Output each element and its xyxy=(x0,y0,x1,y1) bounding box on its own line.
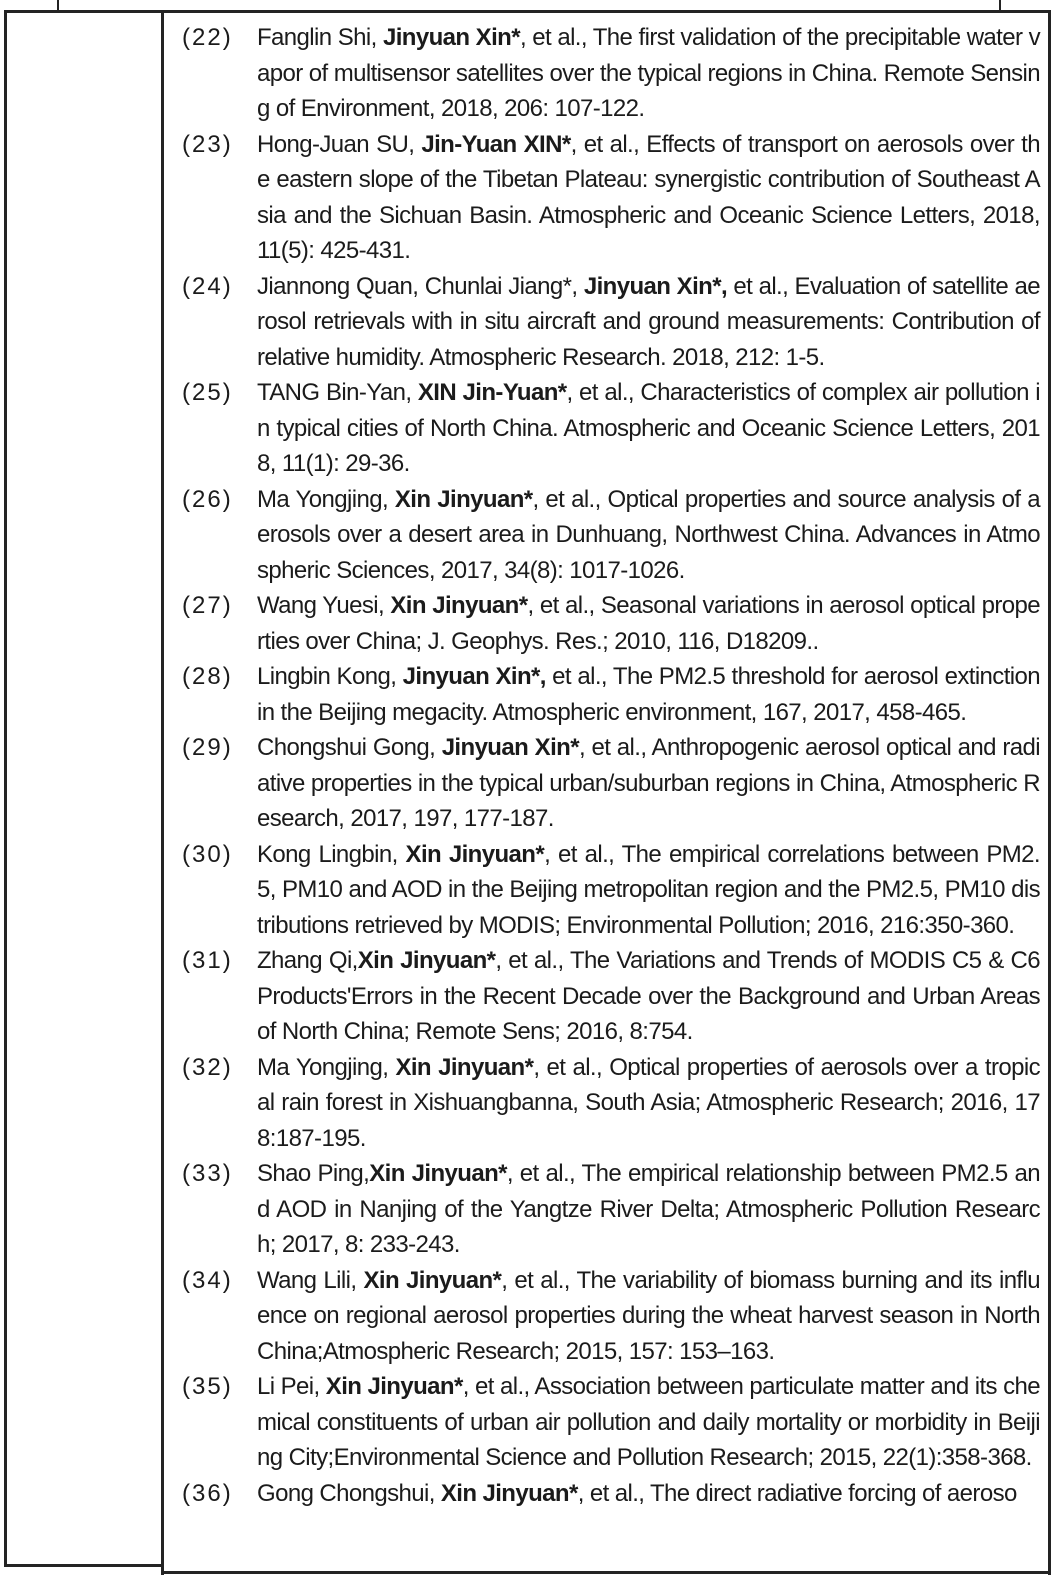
reference-number: (26) xyxy=(182,485,233,513)
reference-text-segment: Zhang Qi, xyxy=(257,947,358,974)
reference-number: (31) xyxy=(182,947,233,974)
author-name: Xin Jinyuan* xyxy=(394,485,533,513)
reference-text xyxy=(257,588,1040,659)
reference-text-segment: et al., The PM2.5 threshold for aerosol extinction in the Beijing megacity. Atmospheric environment, 167, 2017, 458-465. xyxy=(257,663,1041,726)
reference-item xyxy=(182,943,1040,1050)
reference-number: (30) xyxy=(182,840,233,868)
reference-number: (33) xyxy=(182,1160,233,1187)
author-name: Xin Jinyuan* xyxy=(390,592,528,619)
reference-item xyxy=(182,20,1040,127)
reference-text xyxy=(257,1476,1040,1512)
reference-text xyxy=(257,943,1040,1050)
reference-text xyxy=(257,1263,1040,1370)
reference-item xyxy=(182,659,1040,730)
reference-item xyxy=(182,269,1040,376)
reference-text-segment: Lingbin Kong, xyxy=(257,663,403,690)
reference-text-segment: Hong-Juan SU, xyxy=(257,130,422,158)
reference-number: (32) xyxy=(182,1053,233,1081)
reference-text-segment: , et al., The Variations and Trends of MODIS C5 & C6 Products'Errors in the Recent Decade over the Background and Urban Areas of North China; Remote Sens; 2016, 8:754. xyxy=(257,947,1040,1045)
reference-item xyxy=(182,127,1040,269)
reference-text xyxy=(257,20,1040,127)
reference-text-segment: Kong Lingbin, xyxy=(257,840,406,868)
reference-number: (34) xyxy=(182,1266,233,1294)
reference-text-segment: Ma Yongjing, xyxy=(257,485,395,513)
publication-list xyxy=(164,13,1048,1575)
reference-item xyxy=(182,375,1040,482)
reference-text-segment: , et al., The empirical relationship between PM2.5 and AOD in Nanjing of the Yangtze River Delta; Atmospheric Pollution Research; 2017, 8: 233-243. xyxy=(257,1160,1040,1258)
author-name: Xin Jinyuan* xyxy=(357,947,496,974)
reference-number: (25) xyxy=(182,379,233,406)
reference-item xyxy=(182,1050,1040,1157)
reference-text-segment: , et al., The variability of biomass burning and its influence on regional aerosol properties during the wheat harvest season in North China;Atmospheric Research; 2015, 157: 153–163. xyxy=(257,1266,1040,1365)
reference-text-segment: , et al., The empirical correlations between PM2.5, PM10 and AOD in the Beijing metropolitan region and the PM2.5, PM10 distributions retrieved by MODIS; Environmental Pollution; 2016, 216:350-360. xyxy=(257,840,1040,939)
reference-number: (29) xyxy=(182,734,233,761)
table-border-left xyxy=(4,10,7,1567)
reference-text-segment: , et al., Seasonal variations in aerosol optical properties over China; J. Geophys. Res.; 2010, 116, D18209.. xyxy=(257,592,1041,655)
reference-text-segment: , et al., Anthropogenic aerosol optical and radiative properties in the typical urban/suburban regions in China, Atmospheric Research, 2017, 197, 177-187. xyxy=(257,734,1040,832)
reference-text-segment: Li Pei, xyxy=(257,1373,326,1400)
author-name: Jinyuan Xin*, xyxy=(402,663,546,690)
reference-text xyxy=(257,375,1040,482)
reference-text-segment: Ma Yongjing, xyxy=(257,1053,396,1081)
reference-item xyxy=(182,730,1040,837)
reference-number: (24) xyxy=(182,272,233,300)
author-name: Xin Jinyuan* xyxy=(369,1160,507,1187)
reference-text-segment: , et al., Characteristics of complex air pollution in typical cities of North China. Atmospheric and Oceanic Science Letters, 2018, 11(1): 29-36. xyxy=(257,379,1041,477)
reference-item xyxy=(182,482,1040,589)
author-name: Xin Jinyuan* xyxy=(395,1053,534,1081)
reference-item xyxy=(182,1369,1040,1476)
reference-text xyxy=(257,1050,1040,1157)
reference-text xyxy=(257,482,1040,589)
reference-text xyxy=(257,1369,1040,1476)
reference-item xyxy=(182,837,1040,944)
reference-item xyxy=(182,588,1040,659)
reference-text-segment: Wang Lili, xyxy=(257,1266,364,1294)
reference-text-segment: , et al., Optical properties and source analysis of aerosols over a desert area in Dunhuang, Northwest China. Advances in Atmospheric Sciences, 2017, 34(8): 1017-1026. xyxy=(257,485,1040,584)
reference-text xyxy=(257,837,1040,944)
author-name: Jin-Yuan XIN* xyxy=(421,130,571,158)
reference-item xyxy=(182,1263,1040,1370)
reference-text-segment: Shao Ping, xyxy=(257,1160,370,1187)
reference-text-segment: Chongshui Gong, xyxy=(257,734,442,761)
reference-text-segment: , et al., Effects of transport on aerosols over the eastern slope of the Tibetan Plateau: synergistic contribution of Southeast Asia and the Sichuan Basin. Atmospheric and Oceanic Science Letters, 2018, 11(5): 425-431. xyxy=(257,130,1040,264)
reference-text-segment: , et al., The first validation of the precipitable water vapor of multisensor satellites over the typical regions in China. Remote Sensing of Environment, 2018, 206: 107-122. xyxy=(257,24,1041,122)
reference-text-segment: , et al., The direct radiative forcing of aeroso xyxy=(577,1479,1017,1507)
author-name: Jinyuan Xin* xyxy=(382,24,520,51)
author-name: XIN Jin-Yuan* xyxy=(417,379,567,406)
reference-text xyxy=(257,127,1040,269)
reference-number: (23) xyxy=(182,130,233,158)
right-cell-bottom-border xyxy=(161,1571,1051,1574)
reference-number: (27) xyxy=(182,592,233,619)
author-name: Xin Jinyuan* xyxy=(363,1266,502,1294)
reference-number: (35) xyxy=(182,1373,233,1400)
author-name: Xin Jinyuan* xyxy=(440,1479,578,1507)
reference-text-segment: Jiannong Quan, Chunlai Jiang*, xyxy=(257,272,584,300)
reference-text-segment: TANG Bin-Yan, xyxy=(257,379,418,406)
table-border-right xyxy=(1048,10,1051,1575)
reference-text xyxy=(257,659,1040,730)
author-name: Jinyuan Xin* xyxy=(441,734,579,761)
reference-text-segment: Gong Chongshui, xyxy=(257,1479,441,1507)
author-name: Jinyuan Xin*, xyxy=(583,272,728,300)
reference-number: (22) xyxy=(182,24,233,51)
reference-text xyxy=(257,1156,1040,1263)
reference-text-segment: Wang Yuesi, xyxy=(257,592,391,619)
author-name: Xin Jinyuan* xyxy=(325,1373,463,1400)
reference-text xyxy=(257,730,1040,837)
left-cell-bottom-border xyxy=(4,1564,164,1567)
reference-item xyxy=(182,1156,1040,1263)
reference-text-segment: , et al., Association between particulate matter and its chemical constituents of urban air pollution and daily mortality or morbidity in Beijing City;Environmental Science and Pollution Research; 2015, 22(1):358-368. xyxy=(257,1373,1041,1471)
reference-text-segment: , et al., Optical properties of aerosols over a tropical rain forest in Xishuangbanna, South Asia; Atmospheric Research; 2016, 178:187-195. xyxy=(257,1053,1040,1152)
reference-text-segment: et al., Evaluation of satellite aerosol retrievals with in situ aircraft and ground measurements: Contribution of relative humidity. Atmospheric Research. 2018, 212: 1-5. xyxy=(257,272,1040,371)
reference-text-segment: Fanglin Shi, xyxy=(257,24,383,51)
author-name: Xin Jinyuan* xyxy=(405,840,545,868)
reference-number: (36) xyxy=(182,1479,233,1507)
reference-number: (28) xyxy=(182,663,233,690)
reference-item xyxy=(182,1476,1040,1512)
reference-text xyxy=(257,269,1040,376)
